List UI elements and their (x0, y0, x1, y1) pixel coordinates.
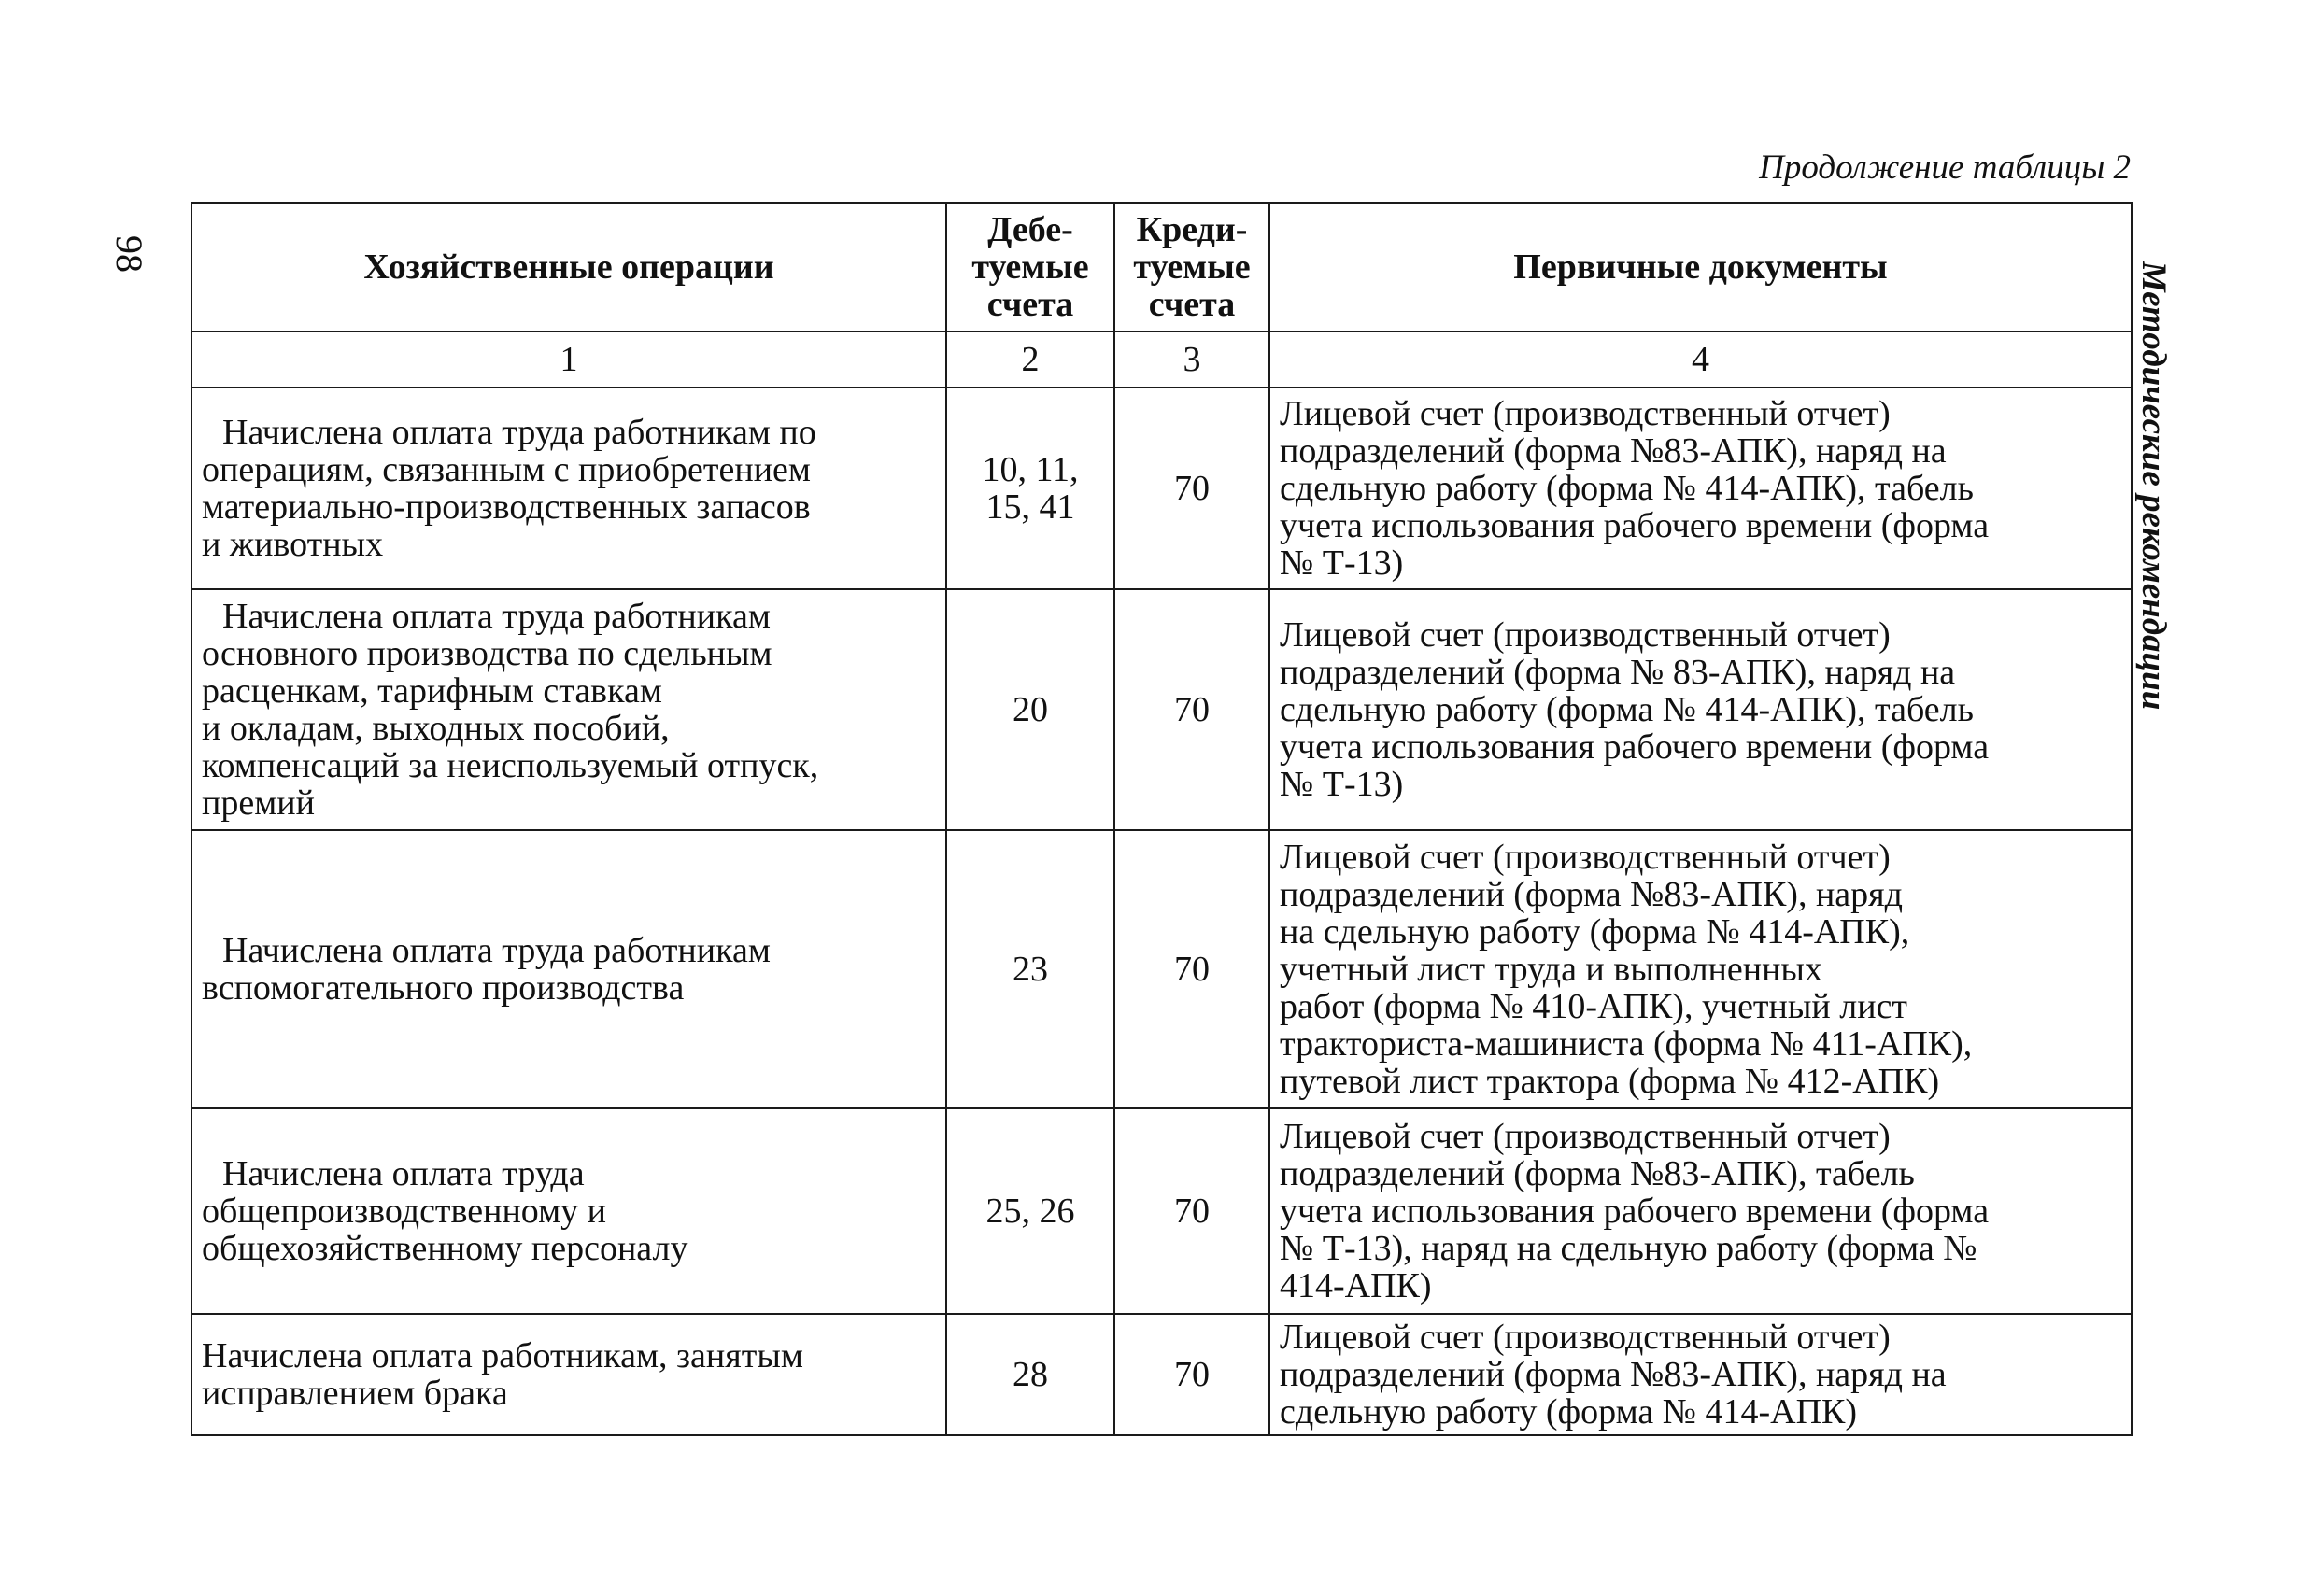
column-number: 2 (946, 331, 1114, 388)
operation-cell: Начислена оплата труда работникам вспомогательного производства (191, 830, 946, 1108)
debit-cell: 23 (946, 830, 1114, 1108)
page-number: 98 (108, 235, 150, 273)
column-number-row (191, 331, 2132, 388)
table-row (191, 589, 2132, 830)
debit-cell: 28 (946, 1314, 1114, 1435)
table-continuation-label: Продолжение таблицы 2 (1759, 148, 2131, 187)
credit-cell: 70 (1114, 589, 1269, 830)
table-row (191, 830, 2132, 1108)
documents-cell: Лицевой счет (производственный отчет) подразделений (форма № 83-АПК), наряд на сдельную работу (форма № 414-АПК), табель учета использования рабочего времени (форма № Т-13) (1269, 589, 2132, 830)
operation-cell: Начислена оплата труда работникам основного производства по сдельным расценкам, тарифным ставкам и окладам, выходных пособий, компенсаций за неиспользуемый отпуск, премий (191, 589, 946, 830)
header-operations: Хозяйственные операции (191, 203, 946, 331)
operation-cell: Начислена оплата работникам, занятым исправлением брака (191, 1314, 946, 1435)
credit-cell: 70 (1114, 1314, 1269, 1435)
header-debit: Дебе- туемые счета (946, 203, 1114, 331)
column-number: 3 (1114, 331, 1269, 388)
column-number: 4 (1269, 331, 2132, 388)
accounting-table (191, 202, 2133, 1436)
operation-cell: Начислена оплата труда общепроизводственному и общехозяйственному персоналу (191, 1108, 946, 1314)
side-title-text: Методические рекомендации (2134, 261, 2173, 711)
debit-cell: 20 (946, 589, 1114, 830)
documents-cell: Лицевой счет (производственный отчет) подразделений (форма №83-АПК), наряд на сдельную работу (форма № 414-АПК), учетный лист труда и выполненных работ (форма № 410-АПК), учетный лист тракториста-машиниста (форма № 411-АПК), путевой лист трактора (форма № 412-АПК) (1269, 830, 2132, 1108)
table-row (191, 1108, 2132, 1314)
debit-cell: 25, 26 (946, 1108, 1114, 1314)
documents-cell: Лицевой счет (производственный отчет) подразделений (форма №83-АПК), наряд на сдельную работу (форма № 414-АПК) (1269, 1314, 2132, 1435)
documents-cell: Лицевой счет (производственный отчет) подразделений (форма №83-АПК), наряд на сдельную работу (форма № 414-АПК), табель учета использования рабочего времени (форма № Т-13) (1269, 388, 2132, 589)
column-number: 1 (191, 331, 946, 388)
credit-cell: 70 (1114, 1108, 1269, 1314)
header-documents: Первичные документы (1269, 203, 2132, 331)
table-row (191, 388, 2132, 589)
header-row (191, 203, 2132, 331)
debit-cell: 10, 11, 15, 41 (946, 388, 1114, 589)
table-row (191, 1314, 2132, 1435)
header-credit: Креди- туемые счета (1114, 203, 1269, 331)
credit-cell: 70 (1114, 830, 1269, 1108)
credit-cell: 70 (1114, 388, 1269, 589)
documents-cell: Лицевой счет (производственный отчет) подразделений (форма №83-АПК), табель учета использования рабочего времени (форма № Т-13), наряд на сдельную работу (форма № 414-АПК) (1269, 1108, 2132, 1314)
operation-cell: Начислена оплата труда работникам по операциям, связанным с приобретением материально-производственных запасов и животных (191, 388, 946, 589)
